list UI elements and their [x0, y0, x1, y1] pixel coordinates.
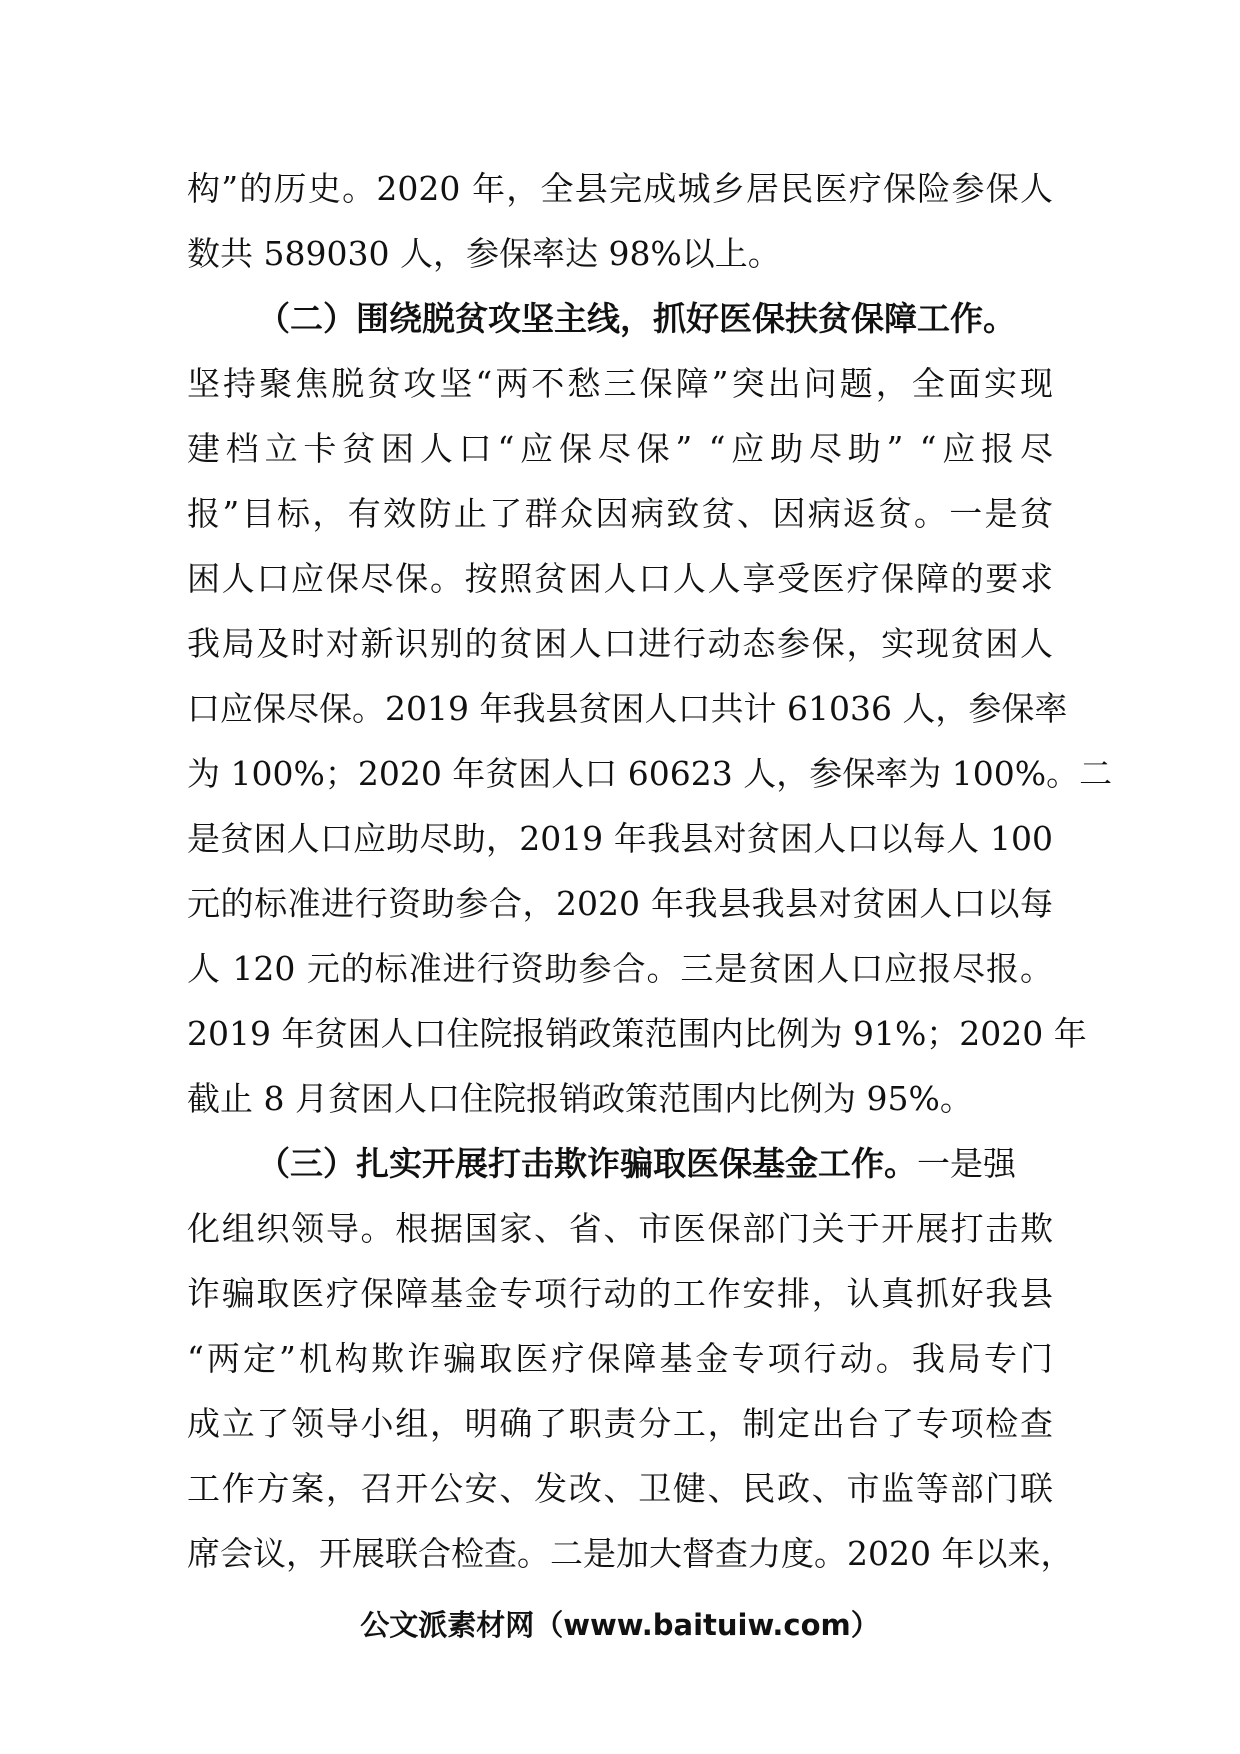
text-line: 建档立卡贫困人口“应保尽保” “应助尽助” “应报尽: [187, 429, 1053, 468]
section-heading: （三）扎实开展打击欺诈骗取医保基金工作。: [257, 1144, 917, 1183]
text-line: 成立了领导小组，明确了职责分工，制定出台了专项检查: [187, 1404, 1053, 1443]
text-line: 报”目标，有效防止了群众因病致贫、因病返贫。一是贫: [187, 494, 1053, 533]
text-line: 困人口应保尽保。按照贫困人口人人享受医疗保障的要求: [187, 559, 1053, 598]
text-line: 工作方案，召开公安、发改、卫健、民政、市监等部门联: [187, 1469, 1053, 1508]
text-line: 化组织领导。根据国家、省、市医保部门关于开展打击欺: [187, 1209, 1053, 1248]
text-line: 是贫困人口应助尽助，2019 年我县对贫困人口以每人 100: [187, 819, 1053, 858]
footer-watermark: 公文派素材网（www.baituiw.com）: [360, 1608, 880, 1642]
heading-rest: 一是强: [917, 1144, 1016, 1183]
section-heading: （二）围绕脱贫攻坚主线，抓好医保扶贫保障工作。: [257, 299, 1016, 338]
text-line: 为 100%；2020 年贫困人口 60623 人，参保率为 100%。二: [187, 754, 1113, 793]
section-heading-line: [187, 1131, 1053, 1196]
text-line: 人 120 元的标准进行资助参合。三是贫困人口应报尽报。: [187, 949, 1053, 988]
text-line: 席会议，开展联合检查。二是加大督查力度。2020 年以来，: [187, 1534, 1074, 1573]
text-line: 2019 年贫困人口住院报销政策范围内比例为 91%；2020 年: [187, 1014, 1087, 1053]
text-line: 诈骗取医疗保障基金专项行动的工作安排，认真抓好我县: [187, 1274, 1053, 1313]
body-text: [187, 156, 1113, 1586]
text-line: 我局及时对新识别的贫困人口进行动态参保，实现贫困人: [187, 624, 1053, 663]
text-line: “两定”机构欺诈骗取医疗保障基金专项行动。我局专门: [187, 1339, 1053, 1378]
text-line: 构”的历史。2020 年，全县完成城乡居民医疗保险参保人: [187, 169, 1053, 208]
text-line: 口应保尽保。2019 年我县贫困人口共计 61036 人，参保率: [187, 689, 1068, 728]
section-heading-line: [187, 286, 1053, 351]
text-line: 元的标准进行资助参合，2020 年我县我县对贫困人口以每: [187, 884, 1053, 923]
text-line: 截止 8 月贫困人口住院报销政策范围内比例为 95%。: [187, 1079, 973, 1118]
text-line: 坚持聚焦脱贫攻坚“两不愁三保障”突出问题，全面实现: [187, 364, 1053, 403]
text-line: 数共 589030 人，参保率达 98%以上。: [187, 234, 781, 273]
